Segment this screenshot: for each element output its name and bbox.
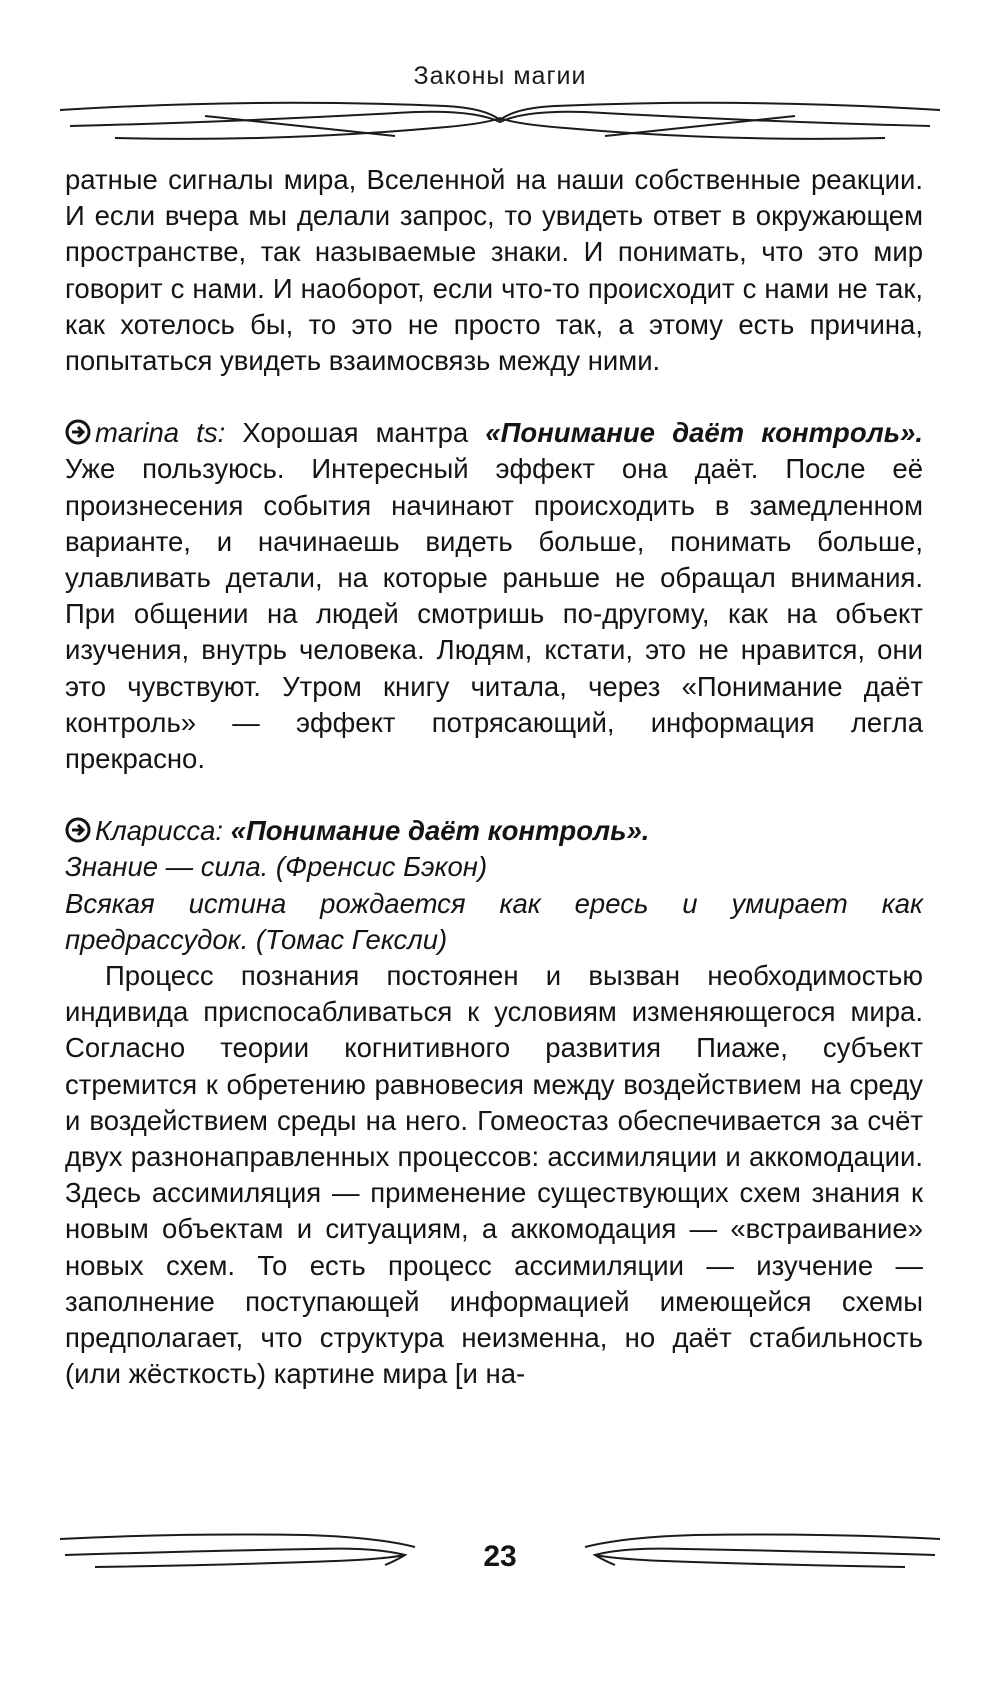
decorative-flourish-divider-top (55, 98, 945, 148)
page-number: 23 (483, 1540, 517, 1573)
quote-huxley: Всякая истина рождается как ересь и умирает как предрассудок. (Томас Гексли) (65, 887, 923, 955)
post-text: Уже пользуюсь. Интересный эффект она даёт. После её произнесения события начинают происходить в замедленном варианте, и начинаешь видеть больше, понимать больше, улавливать детали, на которые раньше не обращал внимания. При общении на людей смотришь по-другому, как на объект изучения, внутрь человека. Людям, кстати, это не нравится, они это чувствуют. Утром книгу читала, через «Понимание даёт контроль» — эффект потрясающий, информация легла прекрасно. (65, 453, 923, 775)
post-author: Кларисса: (95, 815, 224, 847)
post-clarissa-text: Процесс познания постоянен и вызван необходимостью индивида приспосабливаться к условиям изменяющегося мира. Согласно теории когнитивного развития Пиаже, субъект стремится к обретению равновесия между воздействием на среду и воздействием среды на него. Гомеостаз обеспечивается за счёт двух разнонаправленных процессов: ассимиляции и аккомодации. Здесь ассимиляция — применение существующих схем знания к новым объектам и ситуациям, а аккомодация — «встраивание» новых схем. То есть процесс ассимиляции — изучение — заполнение поступающей информацией имеющейся схемы предполагает, что структура неизменна, но даёт стабильность (или жёсткость) картине мира [и на- (65, 960, 923, 1390)
post-mantra: «Понимание даёт контроль». (230, 815, 650, 847)
body-text (65, 162, 923, 1393)
running-title: Законы магии (413, 62, 587, 90)
quote-bacon: Знание — сила. (Френсис Бэкон) (65, 851, 488, 883)
post-mantra: «Понимание даёт контроль». (485, 417, 923, 449)
circle-arrow-bullet-icon (65, 817, 91, 843)
post-author: marina ts: (95, 417, 226, 449)
paragraph-continuation: ратные сигналы мира, Вселенной на наши собственные реакции. И если вчера мы делали запрос, то увидеть ответ в окружающем пространстве, так называемые знаки. И понимать, что это мир говорит с нами. И наоборот, если что-то происходит с нами не так, как хотелось бы, то это не просто так, а этому есть причина, попытаться увидеть взаимосвязь между ними. (65, 164, 923, 377)
circle-arrow-bullet-icon (65, 419, 91, 445)
post-lead: Хорошая мантра (242, 417, 469, 449)
post-marina (65, 415, 923, 777)
post-clarissa-heading (65, 813, 923, 849)
